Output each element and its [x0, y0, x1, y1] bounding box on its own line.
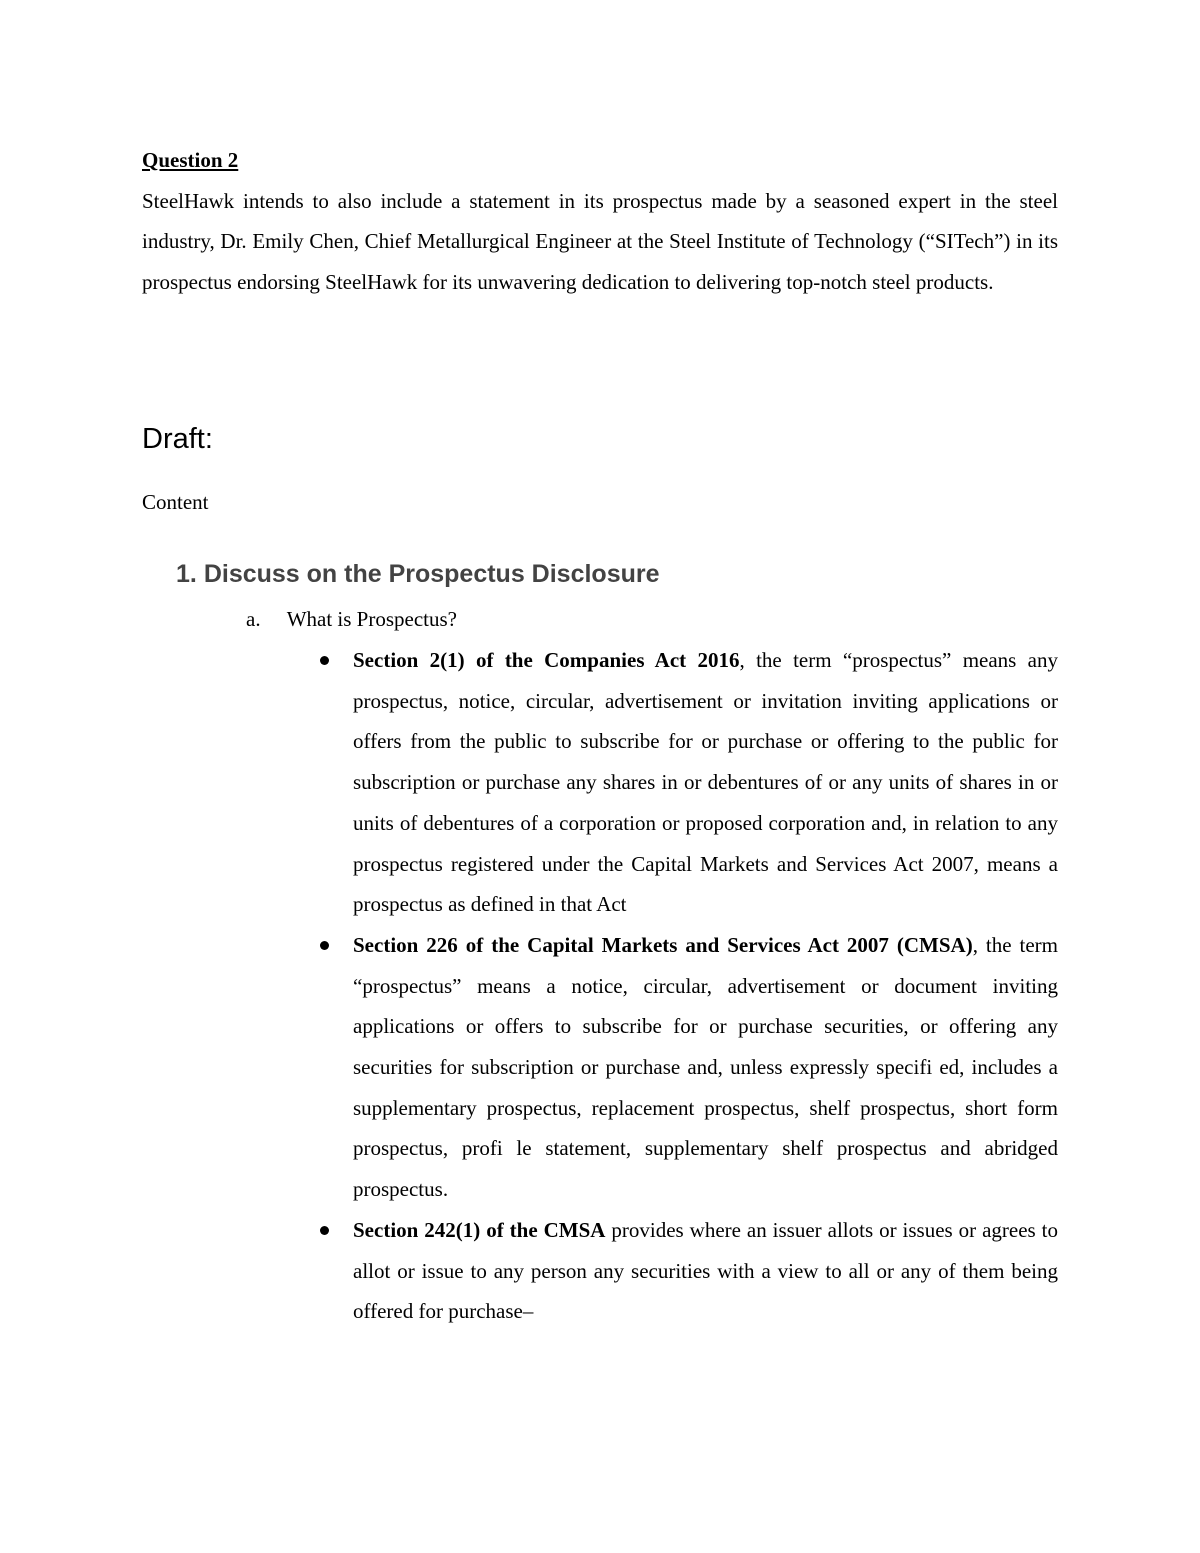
bullet-bold-text: Section 226 of the Capital Markets and Services Act 2007 (CMSA) — [353, 932, 973, 957]
content-label: Content — [142, 490, 209, 514]
bullet-text: provides where an issuer allots or issues or agrees to allot or issue to any person any securities with a view to all or any of them being offered for purchase– — [353, 1217, 1058, 1324]
question-body: SteelHawk intends to also include a statement in its prospectus made by a seasoned expert in the steel industry, Dr. Emily Chen, Chief Metallurgical Engineer at the Steel Institute of Technology (“SITech”) in its prospectus endorsing SteelHawk for its unwavering dedication to delivering top-notch steel products. — [142, 188, 1058, 295]
list-item — [142, 640, 1058, 925]
subitem-text: What is Prospectus? — [286, 607, 457, 631]
question-title: Question 2 — [142, 148, 239, 172]
subitem-marker: a. — [246, 607, 261, 631]
bullet-dot-icon — [320, 656, 329, 665]
bullet-dot-icon — [320, 1226, 329, 1235]
section-number: 1. — [176, 560, 197, 588]
bullet-text: , the term “prospectus” means a notice, circular, advertisement or document inviting applications or offers to subscribe for or purchase securities, or offering any securities for subscription or purchase and, unless expressly specifi ed, includes a supplementary prospectus, replacement prospectus, shelf prospectus, short form prospectus, profi le statement, supplementary shelf prospectus and abridged prospectus. — [353, 932, 1059, 1202]
subitem — [246, 599, 457, 640]
draft-heading: Draft: — [142, 423, 213, 455]
bullet-bold-text: Section 2(1) of the Companies Act 2016 — [353, 648, 740, 672]
bullet-bold-text: Section 242(1) of the CMSA — [353, 1217, 606, 1242]
list-item — [142, 925, 1058, 1210]
section-heading — [176, 558, 660, 590]
list-item — [142, 1210, 1058, 1332]
bullet-dot-icon — [320, 941, 329, 950]
bullet-list — [142, 640, 1058, 1332]
section-heading-text: Discuss on the Prospectus Disclosure — [203, 560, 660, 588]
document-page — [142, 140, 1059, 1324]
bullet-text: , the term “prospectus” means any prospectus, notice, circular, advertisement or invitation inviting applications or offers from the public to subscribe for or purchase or offering to the public for subscription or purchase any shares in or debentures of or any units of shares in or units of debentures of a corporation or proposed corporation and, in relation to any prospectus registered under the Capital Markets and Services Act 2007, means a prospectus as defined in that Act — [353, 648, 1058, 917]
